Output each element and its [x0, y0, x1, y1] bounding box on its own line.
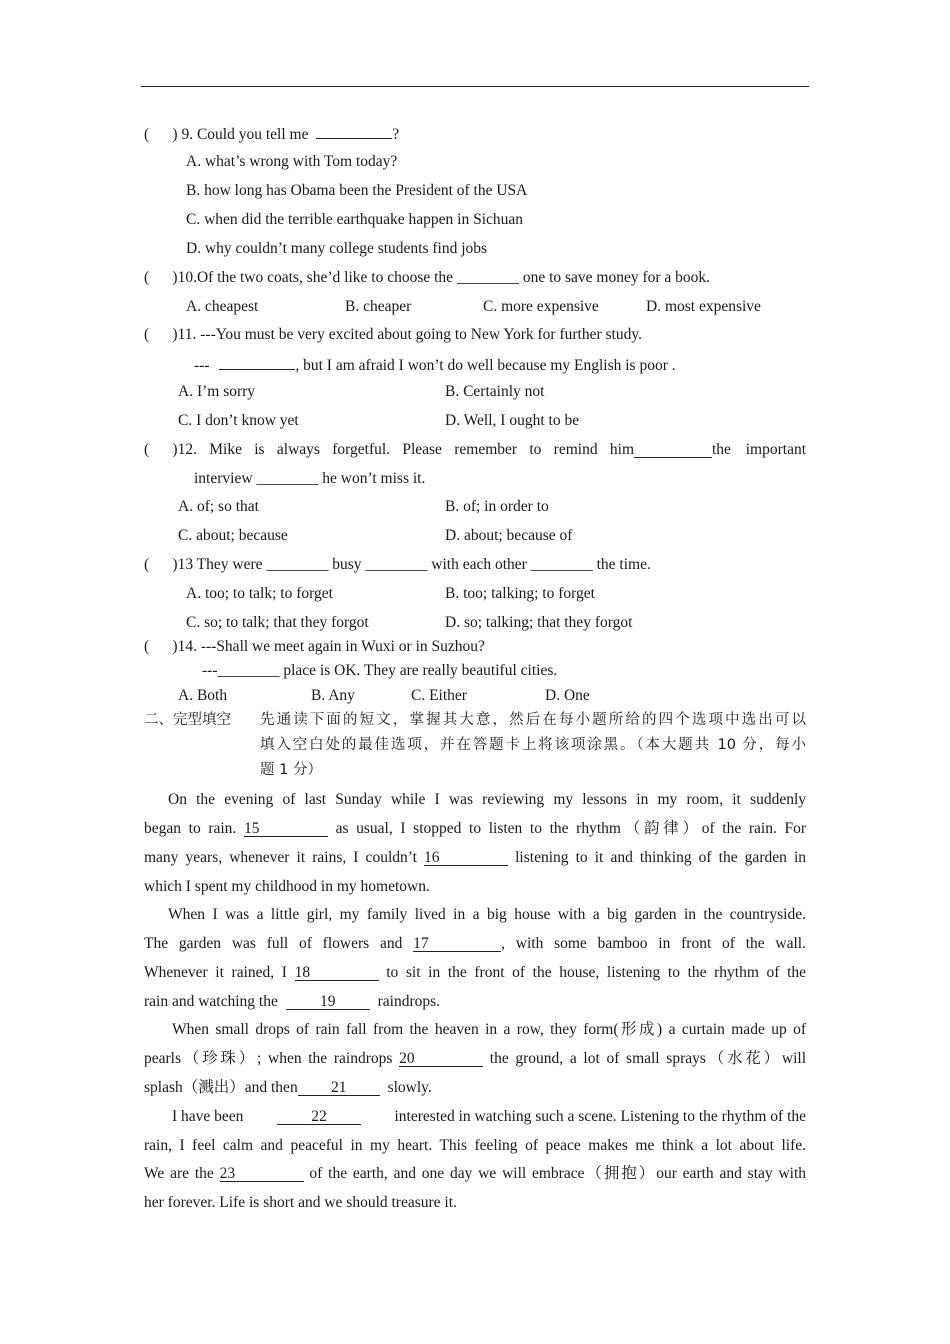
question-12-line2: interview ________ he won’t miss it.: [194, 470, 426, 487]
section-instructions-line3: 题 1 分）: [260, 762, 322, 778]
cloze-blank-20[interactable]: 20: [399, 1051, 483, 1067]
question-stem-end: ?: [392, 126, 400, 143]
passage-line: On the evening of last Sunday while I was reviewing my lessons in my room, it suddenly: [168, 791, 806, 808]
option-c[interactable]: C. so; to talk; that they forgot: [186, 614, 369, 631]
question-11: [144, 325, 642, 345]
passage-line: [144, 1049, 806, 1069]
answer-bracket[interactable]: ( ): [144, 556, 178, 573]
option-d[interactable]: D. Well, I ought to be: [445, 412, 580, 429]
answer-bracket[interactable]: ( ): [144, 638, 178, 655]
passage-line: When I was a little girl, my family lived in a big house with a big garden in the countryside.: [168, 906, 806, 923]
answer-blank: [219, 354, 295, 370]
option-d[interactable]: D. why couldn’t many college students find jobs: [186, 240, 488, 257]
passage-line: [172, 1107, 806, 1127]
cloze-blank-18[interactable]: 18: [295, 965, 379, 981]
question-stem: 10.Of the two coats, she’d like to choose the ________ one to save money for a book.: [177, 269, 711, 286]
question-11-reply: [194, 354, 676, 376]
passage-text: interested in watching such a scene. Listening to the rhythm of the: [394, 1108, 806, 1125]
passage-text: pearls（珍珠）; when the raindrops: [144, 1050, 393, 1067]
option-c[interactable]: C. Either: [411, 687, 467, 704]
question-stem: 11. ---You must be very excited about going to New York for further study.: [177, 326, 642, 343]
option-d[interactable]: D. about; because of: [445, 527, 573, 544]
option-a[interactable]: A. of; so that: [178, 498, 259, 515]
section-heading: 二、完型填空: [144, 712, 231, 728]
option-d[interactable]: D. most expensive: [646, 298, 761, 315]
cloze-blank-19[interactable]: 19: [286, 994, 370, 1010]
option-b[interactable]: B. too; talking; to forget: [445, 585, 595, 602]
passage-text: The garden was full of flowers and: [144, 935, 403, 952]
cloze-blank-16[interactable]: 16: [424, 850, 508, 866]
passage-text: , with some bamboo in front of the wall.: [501, 935, 806, 952]
answer-bracket[interactable]: ( ): [144, 269, 178, 286]
option-c[interactable]: C. when did the terrible earthquake happen in Sichuan: [186, 211, 524, 228]
cloze-blank-22[interactable]: 22: [277, 1109, 361, 1125]
cloze-blank-17[interactable]: 17: [413, 936, 501, 952]
passage-text: rain and watching the: [144, 993, 278, 1010]
cloze-blank-21[interactable]: 21: [298, 1080, 380, 1096]
option-a[interactable]: A. I’m sorry: [178, 383, 256, 400]
passage-line: [144, 1164, 806, 1184]
question-stem: 12. Mike is always forgetful. Please remember to remind him: [177, 441, 634, 458]
passage-text: listening to it and thinking of the garden in: [515, 849, 807, 866]
passage-text: many years, whenever it rains, I couldn’t: [144, 849, 417, 866]
section-instructions-line2: 填入空白处的最佳选项，并在答题卡上将该项涂黑。（本大题共 10 分，每小: [260, 737, 806, 753]
question-stem-end: the important: [712, 441, 806, 458]
passage-line: [144, 1078, 432, 1098]
option-b[interactable]: B. cheaper: [345, 298, 412, 315]
passage-text: We are the: [144, 1165, 214, 1182]
passage-text: the ground, a lot of small sprays（水花）will: [489, 1050, 807, 1067]
option-a[interactable]: A. Both: [178, 687, 228, 704]
question-stem: 14. ---Shall we meet again in Wuxi or in Suzhou?: [177, 638, 485, 655]
passage-line: [144, 934, 806, 954]
passage-text: began to rain.: [144, 820, 237, 837]
option-b[interactable]: B. how long has Obama been the President of the USA: [186, 182, 528, 199]
passage-line: her forever. Life is short and we should treasure it.: [144, 1194, 457, 1211]
option-d[interactable]: D. so; talking; that they forgot: [445, 614, 633, 631]
reply-text: , but I am afraid I won’t do well because my English is poor .: [295, 357, 676, 374]
cloze-blank-15[interactable]: 15: [244, 821, 328, 837]
passage-line: When small drops of rain fall from the heaven in a row, they form(形成) a curtain made up of: [172, 1021, 806, 1038]
passage-text: splash（溅出）and then: [144, 1079, 298, 1096]
question-13: [144, 555, 651, 575]
question-14-reply: ---________ place is OK. They are really beautiful cities.: [202, 662, 558, 679]
passage-text: of the earth, and one day we will embrace（拥抱）our earth and stay with: [309, 1165, 807, 1182]
option-c[interactable]: C. about; because: [178, 527, 288, 544]
question-stem: 9. Could you tell me: [181, 126, 313, 143]
option-d[interactable]: D. One: [545, 687, 590, 704]
answer-blank: [634, 442, 712, 458]
question-stem: 13 They were ________ busy ________ with each other ________ the time.: [177, 556, 651, 573]
question-9: [144, 123, 399, 145]
passage-text: I have been: [172, 1108, 244, 1125]
option-a[interactable]: A. what’s wrong with Tom today?: [186, 153, 398, 170]
passage-text: slowly.: [387, 1079, 432, 1096]
question-14: [144, 637, 485, 657]
passage-line: [144, 963, 806, 983]
passage-line: [144, 848, 806, 868]
cloze-blank-23[interactable]: 23: [220, 1166, 304, 1182]
passage-line: which I spent my childhood in my hometown.: [144, 878, 430, 895]
option-a[interactable]: A. cheapest: [186, 298, 259, 315]
option-b[interactable]: B. Any: [311, 687, 355, 704]
answer-blank: [316, 123, 392, 139]
question-10: [144, 268, 710, 288]
answer-bracket[interactable]: ( ): [144, 441, 178, 458]
question-12: [144, 440, 806, 460]
answer-bracket[interactable]: ( ): [144, 326, 178, 343]
section-instructions-line1: 先通读下面的短文，掌握其大意，然后在每小题所给的四个选项中选出可以: [260, 712, 806, 728]
passage-text: as usual, I stopped to listen to the rhythm（韵律）of the rain. For: [335, 820, 806, 837]
passage-text: raindrops.: [377, 993, 441, 1010]
option-c[interactable]: C. I don’t know yet: [178, 412, 299, 429]
reply-prefix: ---: [194, 357, 214, 374]
header-rule: [141, 86, 809, 87]
passage-line: [144, 992, 440, 1012]
answer-bracket[interactable]: ( ): [144, 126, 178, 143]
passage-text: to sit in the front of the house, listening to the rhythm of the: [386, 964, 806, 981]
passage-line: [144, 819, 806, 839]
option-c[interactable]: C. more expensive: [483, 298, 599, 315]
option-b[interactable]: B. of; in order to: [445, 498, 549, 515]
passage-line: rain, I feel calm and peaceful in my heart. This feeling of peace makes me think a lot about life.: [144, 1137, 806, 1154]
passage-text: Whenever it rained, I: [144, 964, 287, 981]
option-a[interactable]: A. too; to talk; to forget: [186, 585, 333, 602]
option-b[interactable]: B. Certainly not: [445, 383, 545, 400]
